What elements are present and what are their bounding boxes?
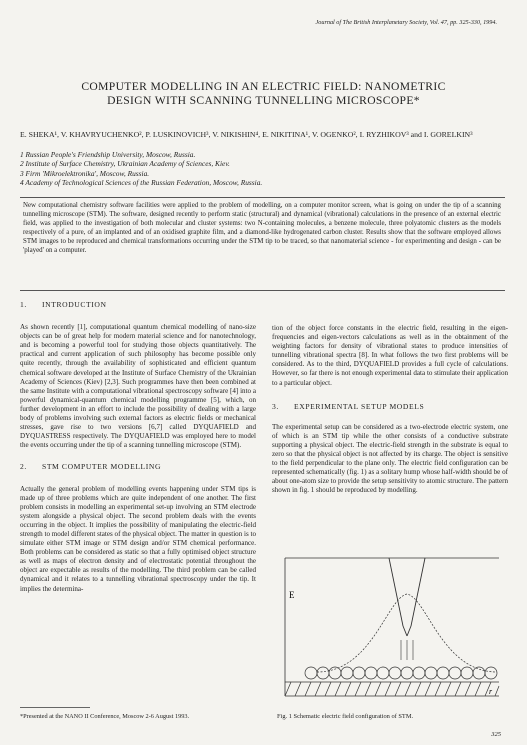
abstract-bottom-rule [20,290,505,291]
affiliation-1: 1 Russian People's Friendship University, Moscow, Russia. [20,150,196,159]
section-title: INTRODUCTION [42,300,107,309]
stm-tip [389,558,425,636]
axis-label-e: E [289,590,295,600]
footnote-rule [20,707,90,708]
section-title: EXPERIMENTAL SETUP MODELS [294,401,425,411]
section-number: 2. [20,462,27,472]
section-title: STM COMPUTER MODELLING [42,462,162,472]
substrate [285,682,499,696]
section-heading-stm-modelling [20,462,256,471]
right-column [272,324,508,496]
atom-row [305,667,497,679]
journal-reference: Journal of The British Interplanetary Society, Vol. 47, pp. 325-330, 1994. [315,19,497,26]
affiliation-2: 2 Institute of Surface Chemistry, Ukrainian Academy of Sciences, Kiev. [20,159,230,169]
left-column [20,300,256,594]
stm-field-figure [277,554,505,704]
title-line-1: COMPUTER MODELLING IN AN ELECTRIC FIELD: NANOMETRIC [81,80,446,93]
setup-models-paragraph: The experimental setup can be considered as a two-electrode electric system, one of which is an STM tip while the other consists of a conductive substrate supporting a physical object. The electric-field strength in the substrate is equal to zero so that the physical object is not affected by its charge. The object is sensitive to the field perpendicular to the plane only. The electric field configuration can be represented schematically (fig. 1) as a solitary hump whose half-width should be of about one-atom size to provide the setup sensitivity to atomic structure. The pattern shown in fig. 1 should be reproduced by modelling. [272,422,508,495]
section-number: 1. [20,300,27,309]
paper-title [20,80,507,108]
affiliations [20,150,510,187]
right-continued-paragraph: tion of the object force constants in the electric field, resulting in the eigen-frequencies and eigen-vectors calculations as well as in the obtainment of the weighting factors for density of vibrational states to produce intensities of tunnelling vibrational spectra [8]. In what follows the two first problems will be considered. As to the third, DYQUAFIELD provides a full cycle of calculations. However, so far there is not enough experimental data to stimulate their application to a particular object. [272,324,508,387]
figure-caption: Fig. 1 Schematic electric field configuration of STM. [277,713,414,720]
stm-modelling-paragraph: Actually the general problem of modelling events happening under STM tips is made up of three problems which are quite independent of one another. The first problem consists in modelling an experimental set-up involving an STM electrode system alongside a physical object. The second problem deals with the events occurring in the object. It implies the possibility of manipulating the electric-field strength to model different states of the physical object. The matter in question is to simulate either STM image or STM design and/or STM chemical performance. Both problems can be considered as static so that a fully optimised object structure as well as maps of electron density and of electrostatic potential throughout the object are expectable as results of the modelling. The third problem can be called dynamical and it relates to a tunnelling vibrational spectroscopy under the tip. It implies the determina- [20,484,256,593]
footnote: *Presented at the NANO II Conference, Moscow 2-6 August 1993. [20,713,190,720]
page-number: 325 [491,731,501,738]
section-heading-introduction [20,300,256,309]
field-hump-curve [317,594,497,672]
affiliation-3: 3 Firm 'Mikroelektronika', Moscow, Russia. [20,168,150,178]
abstract-top-rule [20,197,505,198]
introduction-paragraph: As shown recently [1], computational quantum chemical modelling of nano-size objects can be of great help for modern material science and for nanotechnology, and is becoming a powerful tool for studying those objects quantitatively. The practical and current application of such philosophy has become possible only quite recently, through the availability of sophisticated and efficient quantum chemical software developed at the Institute of Surface Chemistry of the Ukrainian Academy of Sciences (Kiev) [2,3]. Such programmes have then been combined at the same Institute with a computational vibrational spectroscopy software [4] into a powerful dynamical-quantum chemical modelling programme [5], which, on further development in an effort to include the possibility of dealing with a large body of problems involving such external factors as electric fields or mechanical stresses, gave rise to two versions [6,7] called DYQUAFIELD and DYQUASTRESS respectively. The DYQUAFIELD was employed here to model the events occurring under the tip of a scanning tunnelling microscope (STM). [20,323,256,450]
author-list: E. SHEKA¹, V. KHAVRYUCHENKO², P. LUSKINOVICH³, V. NIKISHIN⁴, E. NIKITINA¹, V. OGENKO², I. RYZHIKOV³ and I. GORELKIN³ [20,130,473,139]
section-heading-setup-models [272,402,508,411]
title-line-2: DESIGN WITH SCANNING TUNNELLING MICROSCOPE* [107,94,420,107]
section-number: 3. [272,401,279,411]
field-arrows [401,640,413,660]
axis-label-r: r [489,687,493,696]
abstract: New computational chemistry software facilities were applied to the problem of modelling, on a computer monitor screen, what is going on under the tip of a scanning tunnelling microscope (STM). The software, designed recently to perform static (structural) and dynamical (vibrational) calculations in the presence of an external electric field, was applied to the investigation of both molecular and cluster systems: two N-containing molecules, a benzene molecule, three polyatomic clusters as the models respectively of a pure, of an implanted and of an oxidised graphite film, and a diamond-like hydrogenated carbon cluster. Results show that the software employed allows STM images to be reproduced and chemical transformations occurring under the STM tip to be traced, so that nanomaterial science - for experimenting and design - can be 'played' on a computer. [23,202,501,254]
affiliation-4: 4 Academy of Technological Sciences of the Russian Federation, Moscow, Russia. [20,177,263,187]
